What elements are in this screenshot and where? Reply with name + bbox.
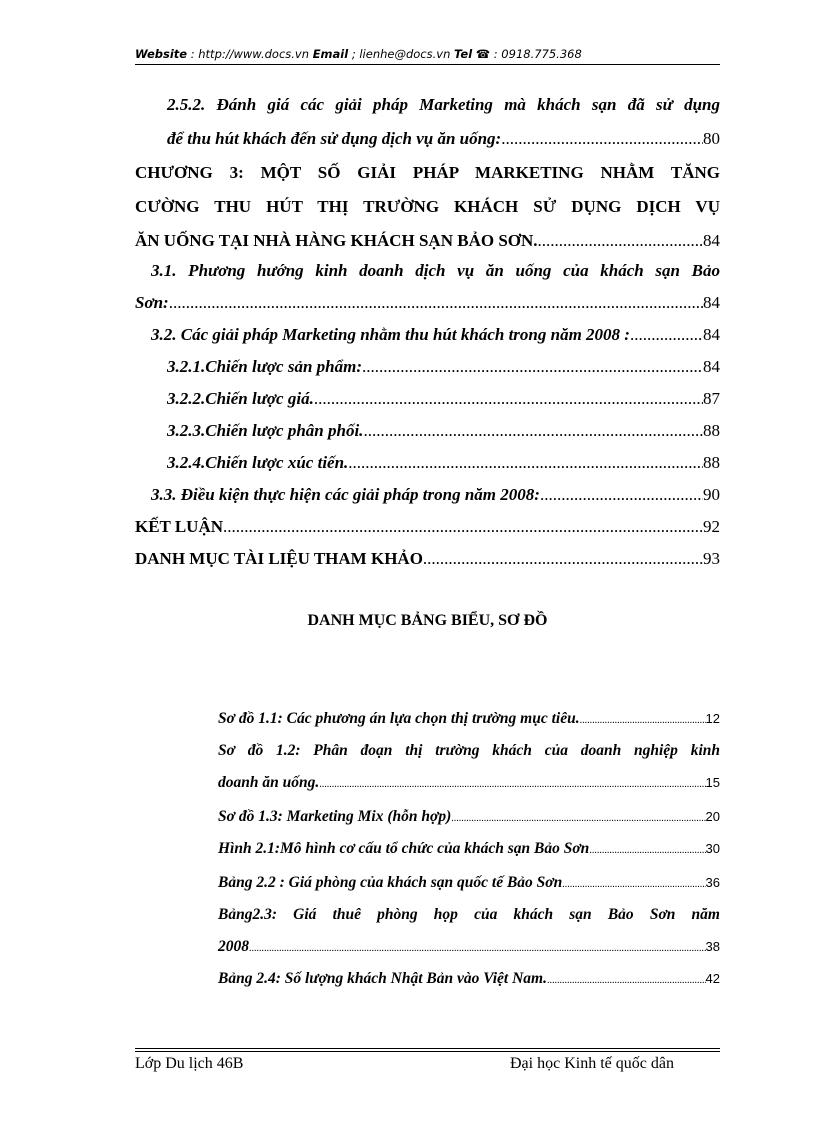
toc-page-number: 88 bbox=[703, 453, 720, 472]
footer-class-name: Lớp Du lịch 46B bbox=[135, 1055, 244, 1072]
toc-conclusion[interactable]: KẾT LUẬN ..... 92 bbox=[135, 510, 720, 544]
footer-rule-bottom bbox=[135, 1051, 720, 1052]
website-label: Website bbox=[135, 47, 188, 61]
email-address[interactable]: ; lienhe@docs.vn bbox=[348, 47, 455, 61]
page-header bbox=[135, 46, 720, 62]
figure-page-number: 20 bbox=[705, 809, 720, 824]
tel-label: Tel bbox=[454, 47, 473, 61]
figure-item-bang-2-2[interactable]: Bảng 2.2 : Giá phòng của khách sạn quốc tế Bảo Sơn ..... 36 bbox=[218, 866, 720, 900]
figures-list-title: DANH MỤC BẢNG BIỂU, SƠ ĐỒ bbox=[307, 612, 548, 629]
figure-item-1-2-line1[interactable]: Sơ đồ 1.2: Phân đoạn thị trường khách của doanh nghiệp kinh bbox=[218, 742, 720, 759]
toc-references[interactable]: DANH MỤC TÀI LIỆU THAM KHẢO ..... 93 bbox=[135, 542, 720, 576]
toc-page-number: 84 bbox=[703, 357, 720, 376]
toc-page-number: 88 bbox=[703, 421, 720, 440]
toc-item-3-1-line1[interactable]: 3.1. Phương hướng kinh doanh dịch vụ ăn uống của khách sạn Bảo bbox=[151, 261, 720, 280]
toc-page-number: 92 bbox=[703, 517, 720, 536]
figure-page-number: 30 bbox=[705, 841, 720, 856]
figure-item-bang-2-3-line1[interactable]: Bảng2.3: Giá thuê phòng họp của khách sạn Bảo Sơn năm bbox=[218, 906, 720, 923]
footer-university-name: Đại học Kinh tế quốc dân bbox=[510, 1055, 674, 1072]
toc-item-3-2-2[interactable]: 3.2.2.Chiến lược giá. ..... 87 bbox=[167, 382, 720, 416]
tel-number: ☎ : 0918.775.368 bbox=[472, 47, 582, 61]
figure-page-number: 42 bbox=[705, 971, 720, 986]
toc-item-2-5-2-line1[interactable]: 2.5.2. Đánh giá các giải pháp Marketing mà khách sạn đã sử dụng bbox=[167, 95, 720, 114]
toc-item-3-3[interactable]: 3.3. Điều kiện thực hiện các giải pháp trong năm 2008: ..... 90 bbox=[151, 478, 720, 512]
figure-page-number: 36 bbox=[705, 875, 720, 890]
toc-item-3-2[interactable]: 3.2. Các giải pháp Marketing nhằm thu hút khách trong năm 2008 : ..... 84 bbox=[151, 318, 720, 352]
toc-page-number: 84 bbox=[703, 293, 720, 312]
figure-page-number: 15 bbox=[705, 775, 720, 790]
toc-item-3-2-1[interactable]: 3.2.1.Chiến lược sản phẩm: ..... 84 bbox=[167, 350, 720, 384]
figure-item-1-1[interactable]: Sơ đồ 1.1: Các phương án lựa chọn thị trường mục tiêu. ..... 12 bbox=[218, 702, 720, 736]
toc-page-number: 90 bbox=[703, 485, 720, 504]
toc-item-2-5-2-line2[interactable]: để thu hút khách đến sử dụng dịch vụ ăn uống: ..... 80 bbox=[167, 122, 720, 156]
toc-page-number: 84 bbox=[703, 325, 720, 344]
toc-item-3-2-4[interactable]: 3.2.4.Chiến lược xúc tiến. ..... 88 bbox=[167, 446, 720, 480]
toc-item-3-2-3[interactable]: 3.2.3.Chiến lược phân phối. ..... 88 bbox=[167, 414, 720, 448]
toc-item-3-1-line2[interactable]: Sơn: ..... 84 bbox=[135, 286, 720, 320]
header-rule bbox=[135, 64, 720, 65]
figure-page-number: 12 bbox=[705, 711, 720, 726]
figure-item-1-3[interactable]: Sơ đồ 1.3: Marketing Mix (hỗn hợp) ..... 20 bbox=[218, 800, 720, 834]
website-url[interactable]: : http://www.docs.vn bbox=[187, 47, 313, 61]
figure-item-hinh-2-1[interactable]: Hình 2.1:Mô hình cơ cấu tổ chức của khách sạn Bảo Sơn ..... 30 bbox=[218, 832, 720, 866]
toc-chapter3-line3[interactable]: ĂN UỐNG TẠI NHÀ HÀNG KHÁCH SẠN BẢO SƠN. ..... 84 bbox=[135, 224, 720, 258]
figure-page-number: 38 bbox=[705, 939, 720, 954]
toc-page-number: 84 bbox=[703, 231, 720, 250]
figure-item-1-2-line2[interactable]: doanh ăn uống. ..... 15 bbox=[218, 766, 720, 800]
toc-page-number: 87 bbox=[703, 389, 720, 408]
email-label: Email bbox=[312, 47, 349, 61]
figure-item-bang-2-4[interactable]: Bảng 2.4: Số lượng khách Nhật Bản vào Việt Nam. ..... 42 bbox=[218, 962, 720, 996]
footer-rule-top bbox=[135, 1048, 720, 1049]
toc-chapter3-line2[interactable]: CƯỜNG THU HÚT THỊ TRƯỜNG KHÁCH SỬ DỤNG DỊCH VỤ bbox=[135, 197, 720, 216]
toc-page-number: 80 bbox=[703, 129, 720, 148]
toc-page-number: 93 bbox=[703, 549, 720, 568]
figure-item-bang-2-3-line2[interactable]: 2008 ..... 38 bbox=[218, 930, 720, 964]
toc-chapter3-line1[interactable]: CHƯƠNG 3: MỘT SỐ GIẢI PHÁP MARKETING NHẰM TĂNG bbox=[135, 163, 720, 182]
